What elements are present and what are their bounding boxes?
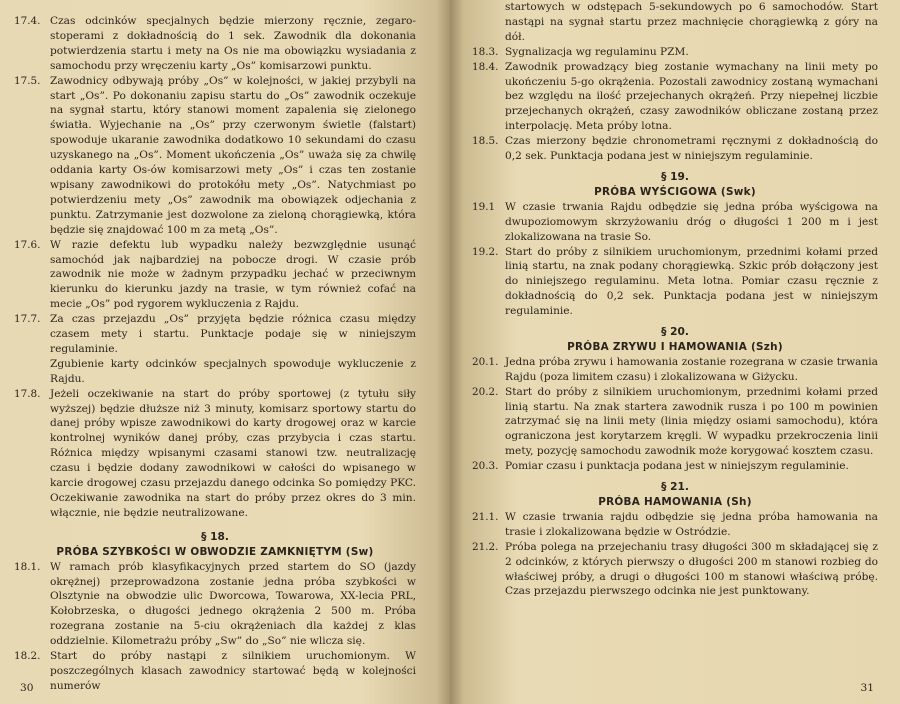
- paragraph-text: Czas odcinków specjalnych będzie mierzony ręcznie, zegaro-stoperami z dokładnością do 1 sek. Zawodnik dla dokonania potwierdzenia startu i mety na Os nie ma obowiązku wysiadania z samochodu przy wręczeniu karty „Os” komisarzowi punktu.: [50, 15, 416, 72]
- paragraph-text: Za czas przejazdu „Os” przyjęta będzie różnica czasu między czasem mety i startu. Punktacje podaje się w niniejszym regulaminie.: [50, 313, 416, 355]
- paragraph-18-2: [14, 649, 416, 694]
- paragraph-number: 21.2.: [472, 540, 499, 553]
- paragraph-number: 17.7.: [14, 313, 41, 326]
- paragraph-21-2: [472, 540, 878, 600]
- paragraph-number: 17.6.: [14, 238, 41, 251]
- paragraph-text: Pomiar czasu i punktacja podana jest w niniejszym regulaminie.: [505, 460, 849, 473]
- paragraph-number: 19.2.: [472, 245, 499, 258]
- paragraph-text: W razie defektu lub wypadku należy bezwzględnie usunąć samochód jak najbardziej na pobocze drogi. W czasie prób zawodnik nie może w żadnym przypadku jechać w przeciwnym kierunku do kierunku jazdy na trasie, w tym również cofać na mecie „Os” pod rygorem wykluczenia z Rajdu.: [50, 238, 416, 311]
- paragraph-number: 18.5.: [472, 135, 499, 148]
- paragraph-number: 17.8.: [14, 387, 41, 400]
- section-heading-21: PRÓBA HAMOWANIA (Sh): [598, 496, 752, 508]
- paragraph-number: 18.4.: [472, 60, 499, 73]
- paragraph-number: 18.3.: [472, 45, 499, 58]
- right-page: [450, 0, 900, 704]
- paragraph-number: 18.2.: [14, 650, 41, 663]
- section-heading-20: PRÓBA ZRYWU I HAMOWANIA (Szh): [567, 340, 783, 353]
- paragraph-text: Zawodnicy odbywają próby „Os” w kolejności, w jakiej przybyli na start „Os”. Po dokonaniu zapisu startu do „Os” zawodnik oczekuje na sygnał startu, który stanowi moment zapalenia się zielonego światła. Wyjechanie na „Os” przy czerwonym świetle (falstart) spowoduje ukaranie zawodnika dodatkowo 10 sekundami do czasu uzyskanego na „Os”. Moment ukończenia „Os” uważa się za chwilę oddania karty Os-ów komisarzowi mety „Os” i czas ten zostanie wpisany zawodnikowi do protokółu mety „Os”. Natychmiast po potwierdzeniu mety „Os” zawodnik ma obowiązek odjechania z punktu. Zatrzymanie jest dozwolone za zieloną chorągiewką, która będzie się znajdować 100 m za metą „Os”.: [50, 74, 416, 236]
- paragraph-18-2-continuation: startowych w odstępach 5-sekundowych po 6 samochodów. Start nastąpi na sygnał startu przez machnięcie chorągiewką z góry na dół.: [505, 1, 878, 43]
- paragraph-number: 17.4.: [14, 15, 41, 27]
- paragraph-text: Start do próby nastąpi z silnikiem uruchomionym. W poszczególnych klasach zawodnicy startować będą w kolejności numerów: [50, 650, 416, 692]
- paragraph-18-1: [14, 560, 416, 649]
- section-number-21: § 21.: [661, 481, 689, 494]
- paragraph-17-4: [14, 14, 416, 74]
- paragraph-number: 20.1.: [472, 355, 499, 368]
- paragraph-number: 20.3.: [472, 460, 499, 473]
- paragraph-17-5: [14, 74, 416, 238]
- paragraph-20-3: [472, 459, 878, 474]
- paragraph-18-4: [472, 60, 878, 135]
- page-number-left: 30: [20, 682, 34, 694]
- paragraph-20-1: [472, 355, 878, 385]
- paragraph-text: W ramach prób klasyfikacyjnych przed startem do SO (jazdy okrężnej) przeprowadzona zostanie jedna próba szybkości w Olsztynie na obwodzie ulic Dworcowa, Towarowa, XX-lecia PRL, Kołobrzeska, o długości jednego okrążenia 2 500 m. Próba rozegrana zostanie na 5-ciu okrążeniach dla każdej z klas oddzielnie. Kilometrażu próby „Sw” do „So” nie wlicza się.: [50, 560, 416, 648]
- paragraph-text: Zawodnik prowadzący bieg zostanie wymachany na linii mety po ukończeniu 5-go okrążenia. Pozostali zawodnicy zostaną wymachani bez względu na ilość przejechanych okrążeń. Przy niepełnej liczbie przejechanych okrążeń, czasy zawodników obliczane zostaną przez interpolację. Meta próby lotna.: [505, 60, 878, 133]
- paragraph-text: Start do próby z silnikiem uruchomionym, przednimi kołami przed linią startu, na znak podany chorągiewką. Szkic prób dołączony jest do niniejszego regulaminu. Meta lotna. Pomiar czasu ręcznie z dokładnością do 0,2 sek. Punktacja podana jest w niniejszym regulaminie.: [505, 245, 878, 318]
- paragraph-number: 19.1: [472, 200, 496, 213]
- paragraph-text: Jedna próba zrywu i hamowania zostanie rozegrana w czasie trwania Rajdu (poza limitem czasu) i zlokalizowana w Giżycku.: [505, 355, 878, 383]
- paragraph-text: Czas mierzony będzie chronometrami ręcznymi z dokładnością do 0,2 sek. Punktacja podana jest w niniejszym regulaminie.: [505, 135, 878, 163]
- section-heading-18: PRÓBA SZYBKOŚCI W OBWODZIE ZAMKNIĘTYM (Sw): [56, 545, 374, 558]
- paragraph-text: W czasie trwania Rajdu odbędzie się jedna próba wyścigowa na dwupoziomowym skrzyżowaniu dróg o długości 1 200 m i jest zlokalizowana na trasie So.: [505, 200, 878, 243]
- paragraph-text: Próba polega na przejechaniu trasy długości 300 m składającej się z 2 odcinków, z których pierwszy o długości 200 m stanowi rozbieg do właściwej próby, a drugi o długości 100 m stanowi właściwą próbę. Czas przejazdu pierwszego odcinka nie jest punktowany.: [505, 540, 878, 598]
- paragraph-17-7-continuation: Zgubienie karty odcinków specjalnych spowoduje wykluczenie z Rajdu.: [50, 357, 416, 385]
- paragraph-number: 21.1.: [472, 510, 499, 523]
- paragraph-text: Start do próby z silnikiem uruchomionym, przednimi kołami przed linią startu. Na znak startera zawodnik rusza i po 100 m powinien zatrzymać się na linii mety (linia między osiami samochodu), która ograniczona jest korytarzem kręgli. W wypadku przekroczenia linii mety, pozycję samochodu zawodnik może korygować kosztem czasu.: [505, 385, 878, 458]
- paragraph-text: Jeżeli oczekiwanie na start do próby sportowej (z tytułu siły wyższej) będzie dłuższe niż 3 minuty, komisarz sportowy startu do danej próby wpisze zawodnikowi do karty drogowej oraz w karcie kontrolnej wyników danej próby, czas przybycia i czas startu. Różnica między wpisanymi czasami stanowi tzw. neutralizację czasu i będzie dodany zawodnikowi w całości do wpisanego w karcie drogowej czasu przejazdu danego odcinka So pomiędzy PKC. Oczekiwanie zawodnika na start do próby przez okres do 3 min. włącznie, nie będzie neutralizowane.: [50, 387, 416, 519]
- paragraph-number: 18.1.: [14, 560, 41, 573]
- page-number-right: 31: [860, 682, 874, 694]
- paragraph-17-8: [14, 387, 416, 521]
- paragraph-19-2: [472, 245, 878, 320]
- paragraph-21-1: [472, 510, 878, 540]
- paragraph-18-3: [472, 45, 878, 60]
- paragraph-18-5: [472, 134, 878, 164]
- section-number-20: § 20.: [661, 326, 689, 339]
- paragraph-19-1: [472, 200, 878, 245]
- paragraph-number: 17.5.: [14, 74, 41, 87]
- paragraph-20-2: [472, 385, 878, 460]
- section-heading-19: PRÓBA WYŚCIGOWA (Swk): [594, 185, 756, 198]
- paragraph-number: 20.2.: [472, 385, 499, 398]
- paragraph-text: Sygnalizacja wg regulaminu PZM.: [505, 45, 689, 58]
- section-number-18: § 18.: [201, 530, 229, 543]
- paragraph-17-7: [14, 312, 416, 357]
- paragraph-17-6: [14, 238, 416, 313]
- section-number-19: § 19.: [661, 170, 689, 183]
- paragraph-text: W czasie trwania rajdu odbędzie się jedna próba hamowania na trasie i zlokalizowana będzie w Ostródzie.: [505, 510, 878, 538]
